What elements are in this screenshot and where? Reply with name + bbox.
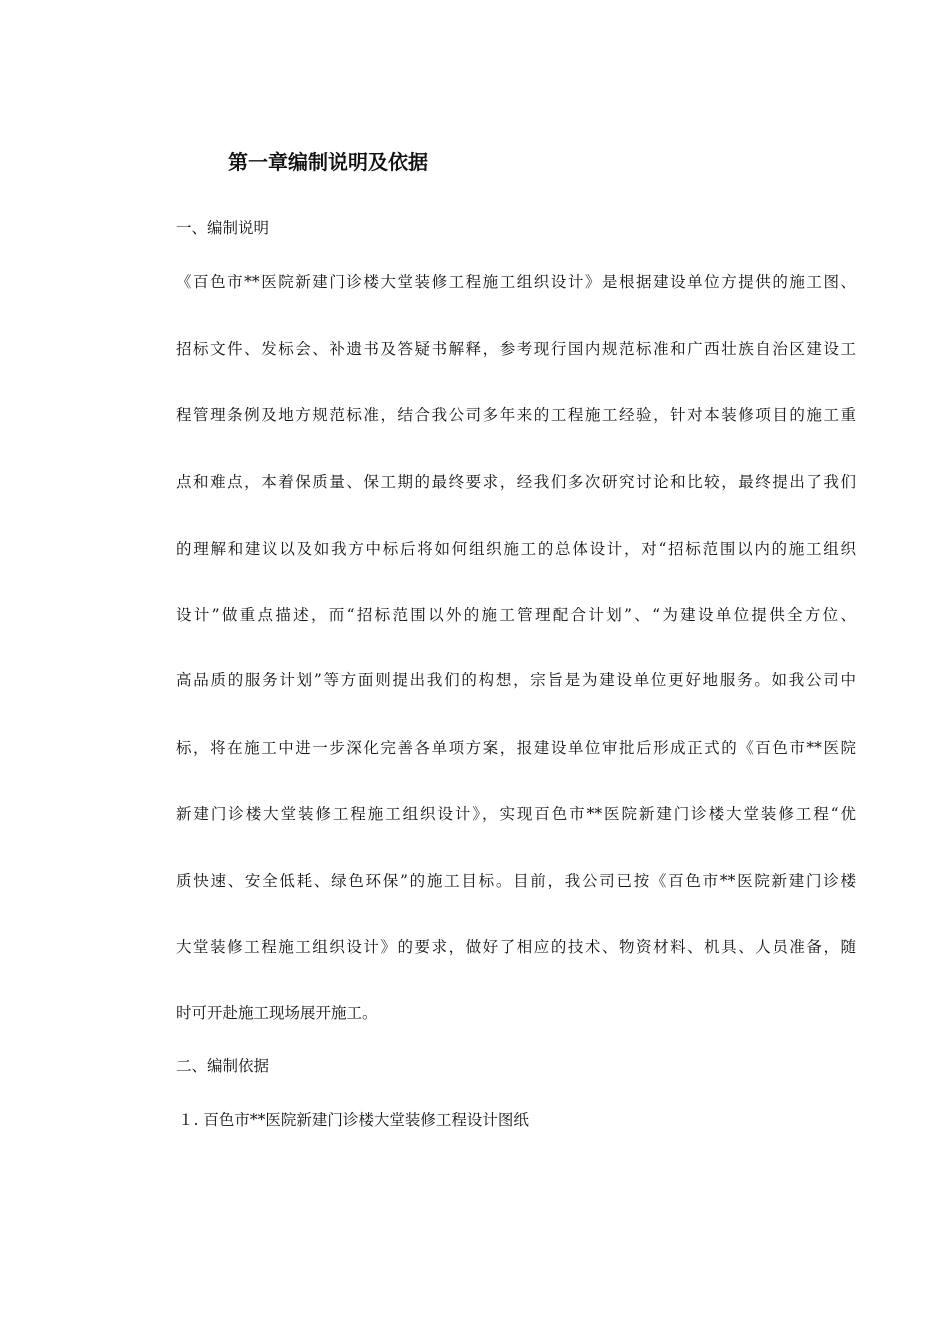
- paragraph-line: 点和难点，本着保质量、保工期的最终要求，经我们多次研究讨论和比较，最终提出了我们: [176, 473, 856, 491]
- section-heading-compilation-basis: 二、编制依据: [176, 1057, 270, 1075]
- paragraph-line: 标，将在施工中进一步深化完善各单项方案，报建设单位审批后形成正式的《百色市**医院: [176, 739, 856, 757]
- paragraph-line: 高品质的服务计划”等方面则提出我们的构想，宗旨是为建设单位更好地服务。如我公司中: [176, 671, 856, 689]
- paragraph-line: 招标文件、发标会、补遗书及答疑书解释，参考现行国内规范标准和广西壮族自治区建设工: [176, 340, 856, 358]
- paragraph-line: 质快速、安全低耗、绿色环保”的施工目标。目前，我公司已按《百色市**医院新建门诊楼: [176, 872, 856, 890]
- section-heading-compilation-notes: 一、编制说明: [176, 219, 270, 237]
- paragraph-line: 《百色市**医院新建门诊楼大堂装修工程施工组织设计》是根据建设单位方提供的施工图、: [176, 273, 856, 291]
- basis-list-item: １. 百色市**医院新建门诊楼大堂装修工程设计图纸: [178, 1111, 529, 1129]
- paragraph-line: 大堂装修工程施工组织设计》的要求，做好了相应的技术、物资材料、机具、人员准备，随: [176, 938, 856, 956]
- paragraph-line: 时可开赴施工现场展开施工。: [176, 1004, 378, 1022]
- paragraph-line: 新建门诊楼大堂装修工程施工组织设计》，实现百色市**医院新建门诊楼大堂装修工程“优: [176, 805, 856, 823]
- paragraph-line: 的理解和建议以及如我方中标后将如何组织施工的总体设计，对“招标范围以内的施工组织: [176, 540, 856, 558]
- paragraph-line: 设计”做重点描述，而“招标范围以外的施工管理配合计划”、“为建设单位提供全方位、: [176, 606, 856, 624]
- paragraph-line: 程管理条例及地方规范标准，结合我公司多年来的工程施工经验，针对本装修项目的施工重: [176, 406, 856, 424]
- chapter-title: 第一章编制说明及依据: [228, 150, 428, 174]
